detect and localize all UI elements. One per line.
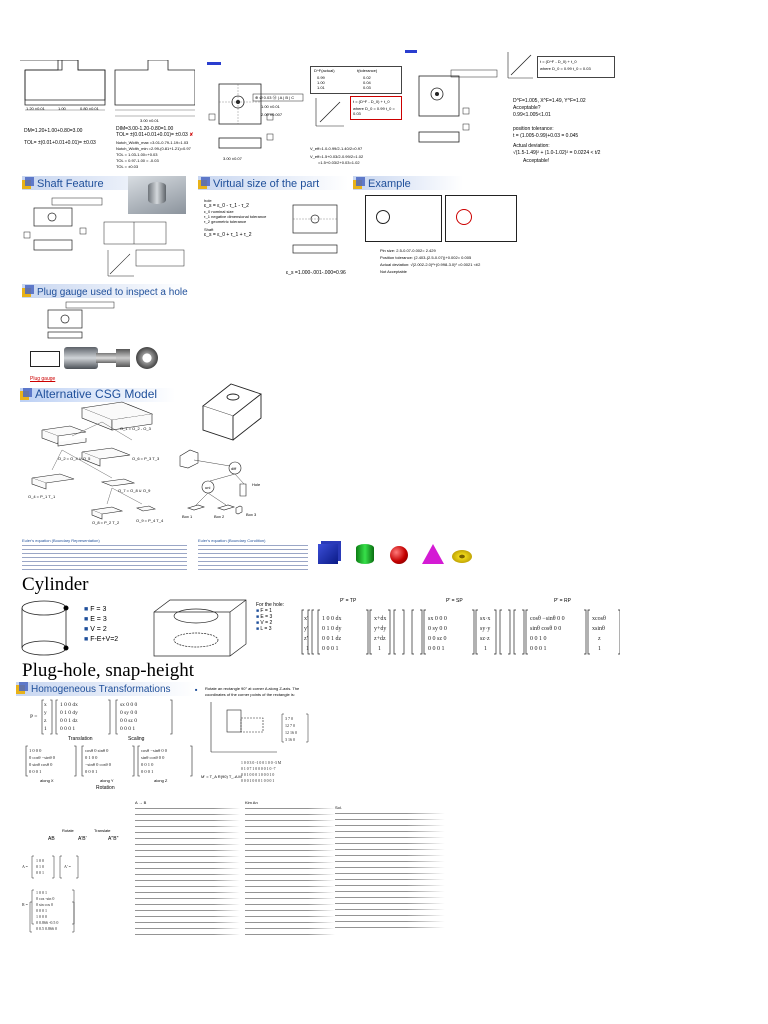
count-f: F = 3	[90, 606, 107, 613]
seq-item: AB	[48, 836, 55, 842]
table-h1: D^F(actual)	[314, 68, 335, 73]
table-cell: 0.99	[317, 75, 325, 80]
svg-text:1: 1	[306, 646, 309, 652]
svg-text:0 0 0 1: 0 0 0 1	[141, 769, 154, 774]
plug-ring-gauge	[136, 347, 158, 369]
calc-line: Not Acceptable	[380, 269, 407, 274]
plug-handle	[96, 353, 116, 363]
plug-drawing	[30, 300, 120, 340]
plug-gauge-image	[30, 345, 160, 373]
solution-text-lines	[135, 808, 240, 936]
seq-label: Translate	[94, 828, 111, 833]
bullet-icon	[353, 177, 365, 189]
svg-text:0 sy 0 0: 0 sy 0 0	[120, 710, 138, 716]
bullet-icon	[16, 682, 28, 694]
svg-text:sz·z: sz·z	[480, 636, 490, 642]
svg-text:12 16 0: 12 16 0	[285, 730, 297, 735]
count-euler: F-E+V=2	[90, 636, 119, 643]
euler-right-block	[198, 538, 308, 574]
position-tolerance-drawing-2	[405, 60, 500, 155]
sol-title: A → B	[135, 800, 147, 805]
tol-a: TOL= ±(0.01+0.01+0.01)= ±0.03	[24, 140, 96, 146]
svg-text:1: 1	[484, 646, 487, 652]
def-line: hole	[204, 198, 212, 203]
tolerance-graph-2	[505, 50, 535, 82]
virtual-size-drawing	[285, 195, 350, 265]
tol-b: TOL= ±(0.01+0.01+0.01)= ±0.03 ✘	[116, 132, 194, 138]
top-left-figure	[20, 60, 195, 169]
torus-icon	[452, 550, 472, 563]
svg-text:0 1 0 dy: 0 1 0 dy	[60, 710, 78, 716]
svg-text:A' =: A' =	[64, 864, 71, 869]
sol-title: Sol.	[335, 805, 342, 810]
svg-text:1 0 0: 1 0 0	[36, 858, 44, 863]
seg-label-1: 1.20 ±0.01	[26, 106, 45, 111]
ht-translation-scaling	[28, 696, 198, 740]
def-line: τ_2 geometric tolerance	[204, 219, 247, 224]
formula-box-2	[537, 56, 615, 78]
svg-text:1 0 0 0: 1 0 0 0	[29, 748, 42, 753]
svg-text:0 sinθ cosθ 0: 0 sinθ cosθ 0	[29, 762, 53, 767]
x-mark-icon: ✘	[189, 132, 194, 138]
dim-b: DIM=3.00-1.20-0.80=1.00	[116, 126, 174, 132]
csg-op: O_6 = P_3 T_3	[132, 456, 160, 461]
shaft-drawing	[22, 192, 187, 282]
calc-line: position tolerance:	[513, 126, 554, 132]
svg-text:0 1 0: 0 1 0	[36, 864, 44, 869]
euler-left-block	[22, 538, 187, 574]
plug-go-end	[64, 347, 98, 369]
rotate-rectangle-panel	[195, 684, 355, 796]
hole-count: E = 3	[260, 614, 273, 620]
svg-text:y': y'	[304, 626, 309, 632]
primitive-shapes	[316, 540, 476, 570]
notch-profile-diagrams	[20, 60, 195, 120]
hole-counts: For the hole: ■ F = 1 ■ E = 3 ■ V = 2 ■ L = 3	[256, 602, 304, 632]
svg-text:0 0.5 0.866 0: 0 0.5 0.866 0	[36, 926, 57, 931]
slide-marker	[405, 50, 417, 53]
svg-text:0 1 0 dy: 0 1 0 dy	[322, 626, 342, 632]
svg-text:P =: P =	[30, 714, 38, 720]
seg-label-4: 3.00 ±0.01	[140, 118, 159, 123]
tol-d: TOL = 0.97-1.00 = -0.03	[116, 158, 159, 163]
ht-rotations	[24, 744, 194, 794]
cylinder-wireframe	[20, 598, 70, 658]
slide-title-csg: Alternative CSG Model	[20, 387, 157, 401]
dim-100: 1.00 ±0.01	[261, 104, 280, 109]
table-h2: t(tolerance)	[357, 68, 378, 73]
formula-where: where D_0 = 0.99 t_0 = 0.03	[353, 106, 395, 116]
svg-text:x: x	[44, 702, 47, 708]
table-cell: 1.01	[317, 85, 325, 90]
label-along-z: along Z	[154, 778, 168, 783]
rotation-plot	[205, 700, 281, 758]
svg-text:1 0 0 dx: 1 0 0 dx	[322, 616, 342, 622]
v-calc-3: =1.5+0.03/2+0.03=1.02	[318, 160, 360, 165]
svg-text:0 0 1 dz: 0 0 1 dz	[322, 636, 342, 642]
tree-node: Box 3	[246, 512, 257, 517]
sequence-matrices	[22, 846, 132, 936]
tree-node: diff	[231, 466, 237, 471]
tree-node: Box 1	[182, 514, 193, 519]
bullet-icon	[22, 177, 34, 189]
seq-item: A'B'	[78, 836, 87, 842]
hole-count: F = 1	[260, 608, 272, 614]
svg-text:cosθ −sinθ 0 0: cosθ −sinθ 0 0	[141, 748, 167, 753]
calc-line: D^F=1.005, X^F=1.49, Y^F=1.02	[513, 98, 586, 104]
matrix-title: P' = SP	[446, 598, 463, 604]
label-scaling: Scaling	[128, 736, 145, 742]
svg-text:1: 1	[598, 646, 601, 652]
svg-text:0 0 sz 0: 0 0 sz 0	[428, 636, 447, 642]
table-cell: 0.04	[363, 80, 371, 85]
calc-line: 0.99<1.005<1.01	[513, 112, 551, 118]
csg-op: O_1 = O_2 - O_3	[120, 426, 151, 431]
slide-title-virtual: Virtual size of the part	[198, 177, 319, 190]
solution-text-lines	[335, 813, 445, 931]
svg-text:xsinθ: xsinθ	[592, 626, 605, 632]
svg-text:A =: A =	[22, 864, 28, 869]
bullet-icon	[20, 388, 32, 400]
table-cell: 1.00	[317, 80, 325, 85]
svg-text:cosθ 0 sinθ 0: cosθ 0 sinθ 0	[85, 748, 109, 753]
svg-text:y: y	[44, 710, 47, 716]
bullet-dot: ■	[84, 636, 91, 643]
svg-text:R =: R =	[22, 902, 28, 907]
svg-text:0 0 0 1: 0 0 0 1	[60, 726, 76, 732]
plug-nogo-end	[116, 349, 130, 367]
tol-c: TOL = 1.03-1.00=+0.03	[116, 152, 158, 157]
csg-op: O_9 = P_4 T_4	[136, 518, 164, 523]
hole-circle-red	[456, 209, 472, 225]
svg-text:0 0 1 0: 0 0 1 0	[141, 762, 154, 767]
svg-text:1: 1	[44, 726, 47, 732]
tol-e: TOL = ±0.03	[116, 164, 139, 169]
dim-300: 3.00 ±0.07	[223, 156, 242, 161]
svg-text:sinθ cosθ 0 0: sinθ cosθ 0 0	[141, 755, 165, 760]
calc-line: Actual deviation: √(2.002-2.0)²+(0.998-3.0)² =0.0021 <t/2	[380, 262, 481, 267]
label-translation: Translation	[68, 736, 93, 742]
svg-text:0 0 0 1: 0 0 0 1	[530, 646, 547, 652]
svg-text:x+dx: x+dx	[374, 616, 387, 622]
svg-text:0 0 1 0: 0 0 1 0	[530, 636, 547, 642]
csg-op: O_7 = O_8 ∪ O_9	[118, 488, 151, 493]
svg-text:1 0 0 1: 1 0 0 1	[36, 890, 47, 895]
matrix-brackets	[300, 606, 620, 658]
svg-text:sx 0 0 0: sx 0 0 0	[428, 616, 447, 622]
solution-text-lines	[245, 808, 335, 936]
slide-marker	[207, 62, 221, 65]
label-along-x: along X	[40, 778, 54, 783]
matrix-title: P' = TP	[340, 598, 357, 604]
calc-line: t = (1.005-0.99)+0.03 = 0.045	[513, 133, 579, 139]
point-matrix	[281, 712, 309, 744]
svg-text:0 0 1 dz: 0 0 1 dz	[60, 718, 78, 724]
table-cell: 0.03	[363, 85, 371, 90]
csg-tree-right	[178, 380, 263, 530]
notch-2: Notch_Width_min =2.99-(0.81+1.21)=0.97	[116, 146, 191, 151]
svg-text:−sinθ 0 cosθ 0: −sinθ 0 cosθ 0	[85, 762, 111, 767]
tree-node: uni	[205, 485, 211, 490]
svg-text:0 0 0 1: 0 0 0 1	[85, 769, 98, 774]
def-line: τ_1 negative dimensional tolerance	[204, 214, 267, 219]
label-along-y: along Y	[100, 778, 114, 783]
formula: t = (D^F - D_0) + t_0	[353, 99, 390, 104]
csg-tree-left	[22, 400, 182, 535]
table-cell: 0.02	[363, 75, 371, 80]
svg-text:0 0.866 -0.5 0: 0 0.866 -0.5 0	[36, 920, 59, 925]
calc-line: Actual deviation:	[513, 143, 550, 149]
bullet-dot: ■	[84, 626, 91, 633]
sphere-icon	[390, 546, 408, 564]
dim-200: 2.00 ±0.007	[261, 112, 283, 117]
calc-line: Position tolerance: (2.403-(2.5-0.07))+0.002= 0.005	[380, 255, 472, 260]
seg-label-3: 0.80 ±0.01	[80, 106, 99, 111]
cylinder-counts	[84, 606, 118, 644]
rot-note: Rotate an rectangle 90° at corner A along Z-axis. The	[205, 686, 300, 691]
svg-text:0 0 0 1: 0 0 0 1	[428, 646, 445, 652]
dim-a: DM=1.20+1.00+0.80=3.00	[24, 128, 83, 134]
def-line: ε_s = ε_0 - τ_1 - τ_2	[204, 203, 249, 209]
svg-text:0 1 0 0: 0 1 0 0	[85, 755, 98, 760]
fcf-frame: ⊕ Ø 0.03 Ⓜ | A | B | C	[255, 95, 295, 100]
plug-gauge-link[interactable]: Plug gauge	[30, 376, 56, 382]
bullet-icon: ■	[195, 687, 198, 692]
bullet-dot: ■	[84, 616, 91, 623]
v-calc-1: V_eff=1.0-0.99/2-1.40/2=0.97	[310, 146, 363, 151]
rotation-matrices	[24, 744, 194, 778]
svg-text:3 7 0: 3 7 0	[285, 716, 293, 721]
svg-text:z': z'	[304, 636, 308, 642]
svg-text:0 0 sz 0: 0 0 sz 0	[120, 718, 137, 724]
rot-note: coordinates of the corner points of the rectangle is:	[205, 692, 295, 697]
v-calc-2: V_eff=1.5+0.03/2-0.99/2=1.02	[310, 154, 364, 159]
svg-text:sx·x: sx·x	[480, 616, 491, 622]
bottom-left-sequence	[22, 826, 132, 936]
csg-op: O_8 = P_2 T_2	[92, 520, 120, 525]
slide-title-plug: Plug gauge used to inspect a hole	[22, 285, 188, 298]
euler-left-lines	[22, 545, 187, 573]
svg-text:1 0 0 dx: 1 0 0 dx	[60, 702, 78, 708]
svg-text:0 0 0 1 0 0 0 1 0 0 0 1: 0 0 0 1 0 0 0 1 0 0 0 1	[241, 779, 275, 783]
count-v: V = 2	[90, 626, 107, 633]
csg-op: O_4 = P_1 T_1	[28, 494, 56, 499]
matrix-title: P' = RP	[554, 598, 571, 604]
tree-node: Box 2	[214, 514, 225, 519]
hole-count: L = 3	[260, 626, 272, 632]
svg-text:z+dz: z+dz	[374, 636, 386, 642]
def-line: ε_s = ε_0 + τ_1 + τ_2	[204, 232, 252, 238]
sol-title: Kim An	[245, 800, 258, 805]
svg-text:1: 1	[378, 646, 381, 652]
tolerance-table-chart	[310, 66, 405, 166]
tolerance-graph	[312, 96, 346, 130]
heading-cylinder: Cylinder	[22, 574, 89, 595]
formula-box	[350, 96, 402, 120]
count-e: E = 3	[90, 616, 107, 623]
svg-text:z: z	[598, 636, 601, 642]
svg-text:z: z	[44, 718, 47, 724]
label-rotation: Rotation	[96, 785, 115, 791]
svg-text:3 16 0: 3 16 0	[285, 737, 295, 742]
transformation-matrices	[300, 598, 620, 660]
svg-text:1 0 0 3 0 -1 0 0 1 0 0 -3: 1 0 0 3 0 -1 0 0 1 0 0 -3 M	[241, 761, 282, 765]
svg-text:0 sin cos 0: 0 sin cos 0	[36, 902, 53, 907]
slide-title-example: Example	[353, 177, 411, 190]
plug-dims	[30, 351, 60, 367]
svg-text:12 7 0: 12 7 0	[285, 723, 295, 728]
solution-block-3	[335, 805, 445, 935]
svg-text:0 0 1 0 0 0 1 0 0 0 1 0: 0 0 1 0 0 0 1 0 0 0 1 0	[241, 773, 275, 777]
acceptance-calc	[505, 50, 615, 180]
bullet-dot: ■	[84, 606, 91, 613]
svg-text:0 cosθ −sinθ 0: 0 cosθ −sinθ 0	[29, 755, 55, 760]
svg-text:sinθ cosθ 0 0: sinθ cosθ 0 0	[530, 626, 562, 632]
svg-text:y+dy: y+dy	[374, 626, 387, 632]
seq-item: A''B''	[108, 836, 119, 842]
svg-text:0 cos -sin 0: 0 cos -sin 0	[36, 896, 55, 901]
svg-text:0 0 1: 0 0 1	[36, 870, 44, 875]
bullet-icon	[198, 177, 210, 189]
hole-title: For the hole:	[256, 602, 285, 608]
svg-text:0 sy 0 0: 0 sy 0 0	[428, 626, 447, 632]
cube-icon	[318, 544, 338, 564]
virtual-size-definitions	[204, 198, 284, 278]
slide-title-ht: Homogeneous Transformations	[16, 682, 171, 695]
example-plate-right	[445, 195, 517, 242]
svg-text:cosθ −sinθ 0 0: cosθ −sinθ 0 0	[530, 616, 565, 622]
heading-plug-hole: Plug-hole, snap-height	[22, 660, 195, 681]
slide-title-shaft: Shaft Feature	[22, 177, 104, 190]
position-tolerance-drawing	[205, 70, 305, 165]
svg-text:0 0 0 1: 0 0 0 1	[29, 769, 42, 774]
svg-text:xcosθ: xcosθ	[592, 616, 606, 622]
svg-text:x': x'	[304, 616, 309, 622]
calc-line: Acceptable!	[523, 158, 550, 164]
csg-op: O_2 = O_4 ∪ O_5	[58, 456, 91, 461]
svg-text:0 0 0 1: 0 0 0 1	[36, 908, 47, 913]
formula-where: where D_0 = 0.99 t_0 = 0.03	[540, 66, 591, 71]
svg-text:0 0 0 1: 0 0 0 1	[120, 726, 136, 732]
bullet-icon	[22, 285, 34, 297]
cone-icon	[422, 544, 444, 564]
svg-text:sx 0 0 0: sx 0 0 0	[120, 702, 138, 708]
example-calcs	[380, 248, 520, 274]
tree-node: Hole	[252, 482, 261, 487]
svg-text:sy·y: sy·y	[480, 626, 491, 632]
hole-count: V = 2	[260, 620, 273, 626]
seg-label-2: 1.00	[58, 106, 66, 111]
calc-line: Pin size: 2.5-0.07-0.002= 2.429	[380, 248, 436, 253]
calc-line: Acceptable?	[513, 105, 541, 111]
notch-1: Notch_Width_max =3.01-0.79-1.19=1.03	[116, 140, 189, 145]
seq-label: Rotate	[62, 828, 74, 833]
svg-text:0 1 0 7 1 0 0 0 0 1 0 -7: 0 1 0 7 1 0 0 0 0 1 0 -7	[241, 767, 276, 771]
m-equation: M' = T_A R(90) T_-A M	[201, 774, 242, 779]
svg-text:0 0 0 1: 0 0 0 1	[322, 646, 339, 652]
svg-text:1 0 0 0: 1 0 0 0	[36, 914, 47, 919]
calc-line: √(1.5-1.49)² + (1.0-1.02)² = 0.0224 < t/2	[513, 150, 601, 156]
virtual-calc: ε_s =1.000-.001-.000=0.96	[286, 270, 346, 276]
hole-circle	[376, 210, 390, 224]
formula: t = (D^F - D_0) + t_0	[540, 59, 577, 64]
example-plate-left	[365, 195, 442, 242]
euler-right-title: Euler's equation (Boundary Condition)	[198, 538, 266, 543]
composite-matrix	[239, 758, 355, 788]
def-line: ε_0 nominal size	[204, 209, 234, 214]
solution-block-1	[135, 800, 240, 940]
solution-block-2	[245, 800, 335, 940]
block-with-hole	[150, 598, 250, 658]
euler-left-title: Euler's equation (Boundary Representation)	[22, 538, 100, 543]
euler-right-lines	[198, 545, 308, 573]
cylinder-icon	[356, 544, 374, 564]
def-line: Shaft	[204, 227, 214, 232]
